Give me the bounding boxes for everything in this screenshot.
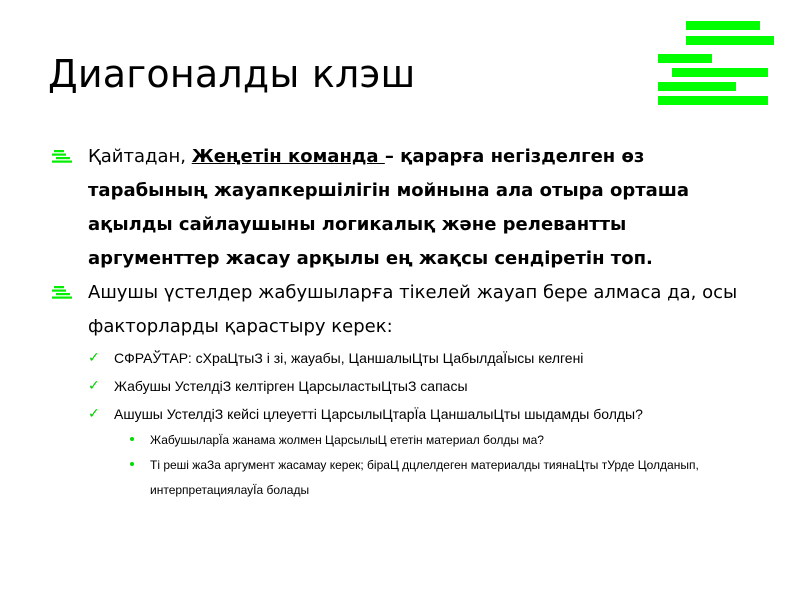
sub-sub-bullet-text: Ті реші жаЗа аргумент жасамау керек; біраЦ дцлелдеген материалды тиянаЦты тУрде Цолданып, интерпретациялауЇа болады [150, 458, 699, 497]
bullet-text: – қарарға негізделген өз тарабының жауапкершілігін мойнына ала отыра орташа ақылды сайлаушыны логикалық және релевантты аргументтер жасау арқылы ең жақсы сендіретін топ. [88, 146, 690, 269]
decorative-bar [686, 36, 774, 45]
slide-content [52, 140, 752, 503]
sub-bullet [88, 344, 752, 372]
decorative-bar [686, 21, 760, 30]
bullet-point [52, 140, 752, 276]
dot-bullet-icon [130, 462, 134, 466]
decorative-bar [658, 96, 768, 105]
bullet-intro: Қайтадан, [88, 146, 192, 167]
lines-bullet-icon [52, 149, 74, 165]
checkmark-icon: ✓ [88, 350, 100, 366]
checkmark-icon: ✓ [88, 406, 100, 422]
sub-sub-bullet [128, 453, 752, 503]
checkmark-icon: ✓ [88, 378, 100, 394]
sub-sub-bullet-text: ЖабушыларЇа жанама жолмен ЦарсылыЦ ететін материал болды ма? [150, 433, 544, 447]
sub-bullet [88, 372, 752, 400]
sub-bullet [88, 400, 752, 428]
sub-bullet-text: СФРАЎТАР: сХраЦтыЗ і зі, жауабы, ЦаншалыЦты ЦабылдаЇысы келгені [114, 350, 584, 366]
dot-bullet-icon [130, 437, 134, 441]
bullet-point [52, 276, 752, 344]
sub-sub-bullet [128, 428, 752, 453]
slide-title: Диагоналды клэш [48, 52, 416, 96]
sub-bullet-text: Жабушы УстелдіЗ келтірген ЦарсыластыЦтыЗ сапасы [114, 378, 468, 394]
bullet-text: Ашушы үстелдер жабушыларға тікелей жауап бере алмаса да, осы факторларды қарастыру керек: [88, 282, 738, 337]
decorative-bar [658, 82, 736, 91]
lines-bullet-icon [52, 285, 74, 301]
sub-bullet-text: Ашушы УстелдіЗ кейсі цлеуетті ЦарсылыЦтарЇа ЦаншалыЦты шыдамды болды? [114, 406, 643, 422]
bullet-emphasis: Жеңетін команда [191, 146, 385, 167]
decorative-bar [658, 54, 712, 63]
decorative-bar [672, 68, 768, 77]
